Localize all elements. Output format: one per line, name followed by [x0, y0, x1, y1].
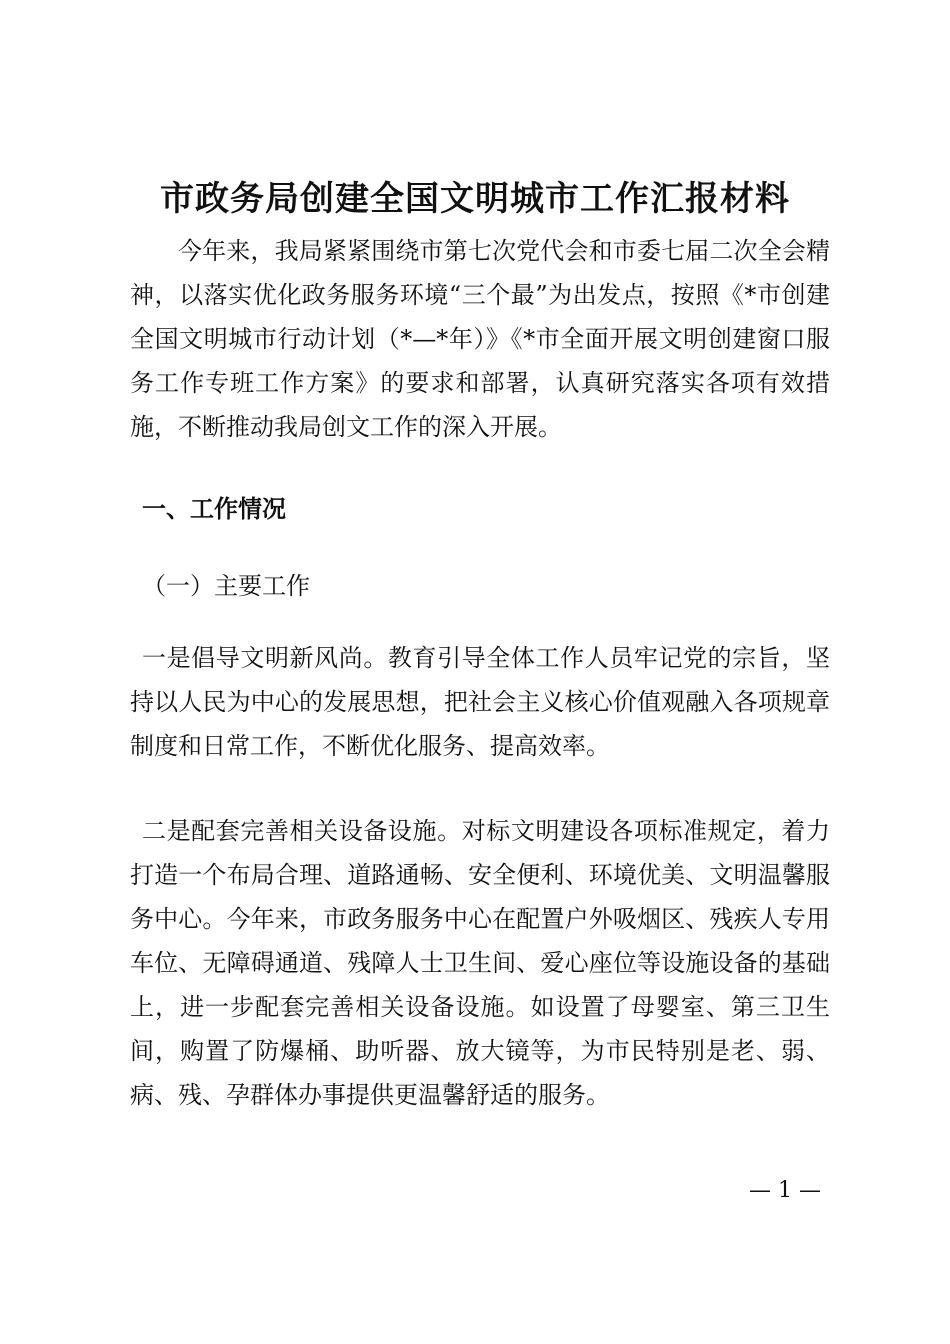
subsection-heading: （一）主要工作 [142, 572, 310, 600]
section-heading: 一、工作情况 [142, 494, 286, 523]
page-number: — 1 — [749, 1178, 821, 1203]
document-title: 市政务局创建全国文明城市工作汇报材料 [160, 179, 790, 219]
intro-paragraph: 今年来，我局紧紧围绕市第七次党代会和市委七届二次全会精神，以落实优化政务服务环境“三个最”为出发点，按照《*市创建全国文明城市行动计划（*—*年）》《*市全面开展文明创建窗口服务工作专班工作方案》的要求和部署，认真研究落实各项有效措施，不断推动我局创文工作的深入开展。 [130, 237, 830, 441]
paragraph-two: 二是配套完善相关设备设施。对标文明建设各项标准规定，着力打造一个布局合理、道路通畅、安全便利、环境优美、文明温馨服务中心。今年来，市政务服务中心在配置户外吸烟区、残疾人专用车位、无障碍通道、残障人士卫生间、爱心座位等设施设备的基础上，进一步配套完善相关设备设施。如设置了母婴室、第三卫生间，购置了防爆桶、助听器、放大镜等，为市民特别是老、弱、病、残、孕群体办事提供更温馨舒适的服务。 [130, 817, 830, 1109]
paragraph-one: 一是倡导文明新风尚。教育引导全体工作人员牢记党的宗旨，坚持以人民为中心的发展思想，把社会主义核心价值观融入各项规章制度和日常工作，不断优化服务、提高效率。 [130, 644, 830, 760]
